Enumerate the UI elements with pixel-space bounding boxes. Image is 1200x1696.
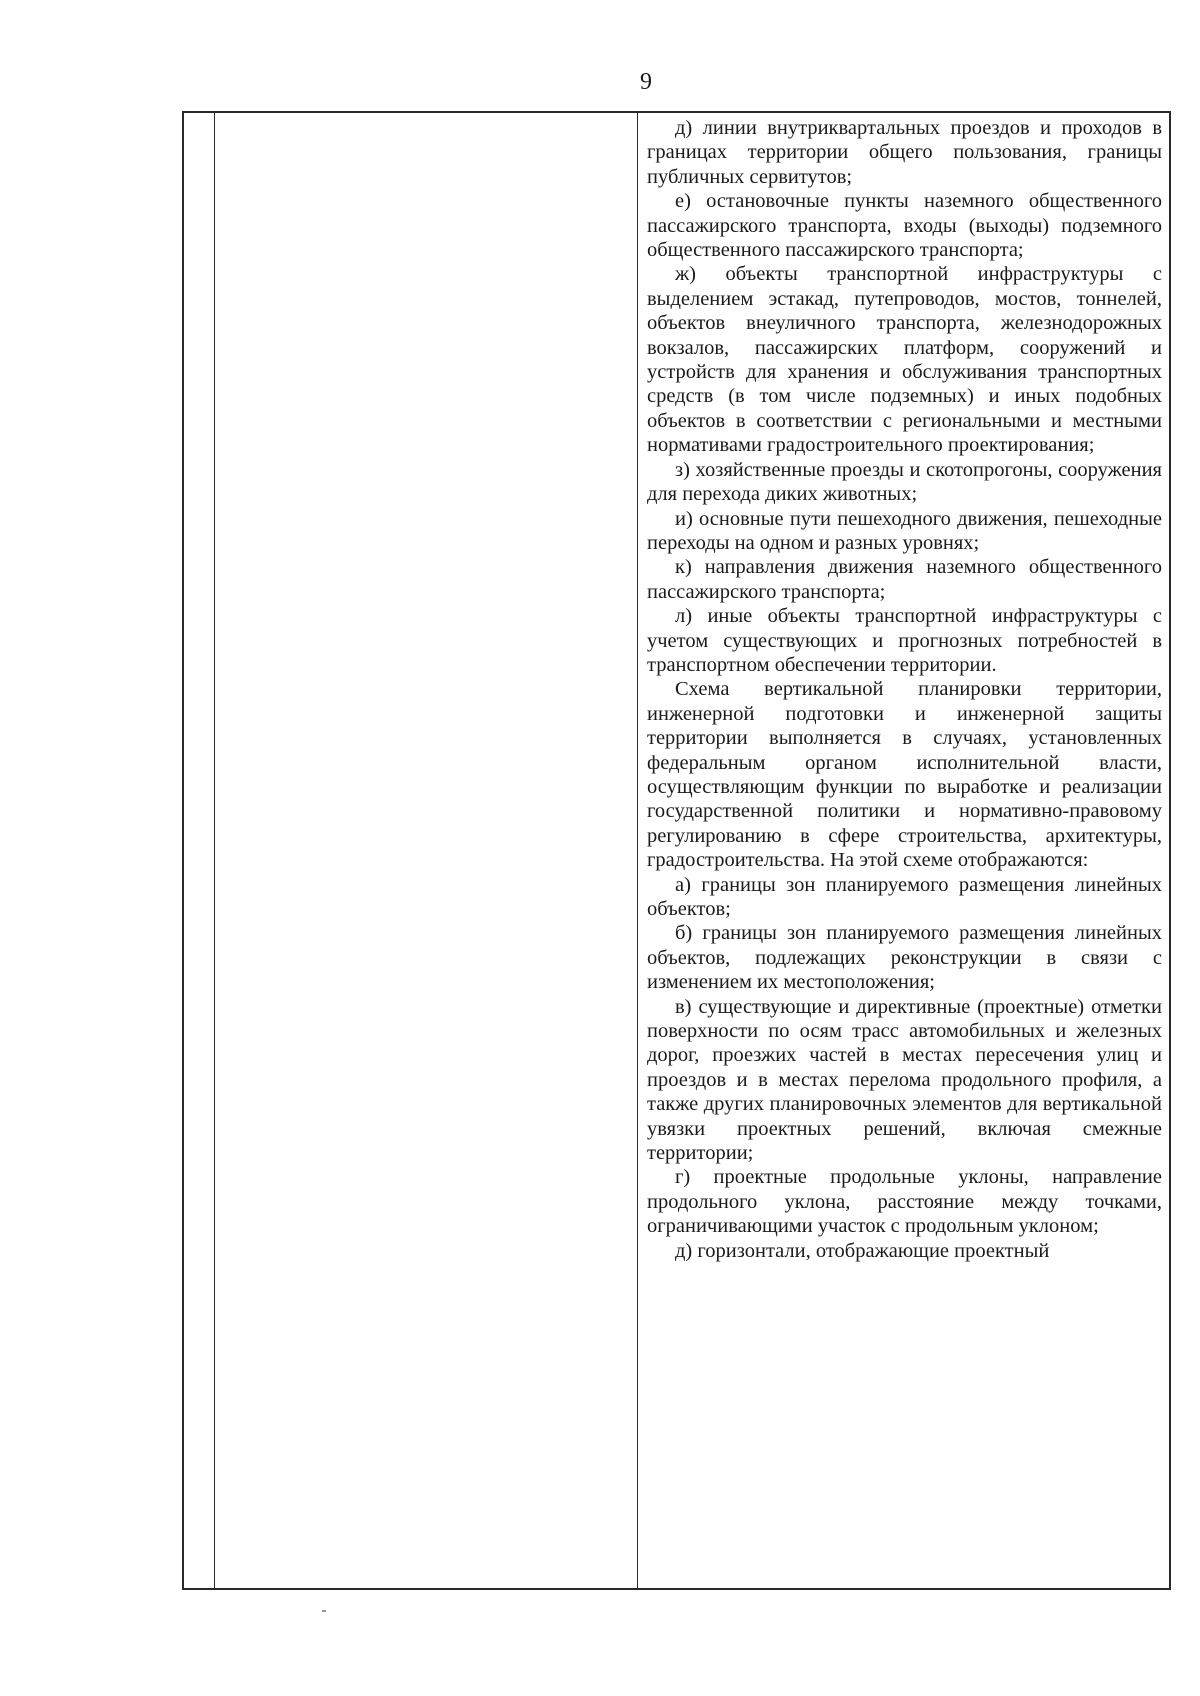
- page-number: 9: [640, 69, 652, 95]
- paragraph-item-v: в) существующие и директивные (проектные) отметки поверхности по осям трасс автомобильных и железных дорог, проезжих частей в местах пересечения улиц и проездов и в местах перелома продольного профиля, а также других планировочных элементов для вертикальной увязки проектных решений, включая смежные территории;: [647, 995, 1162, 1165]
- paragraph-item-b: б) границы зон планируемого размещения линейных объектов, подлежащих реконструкции в связи с изменением их местоположения;: [647, 922, 1162, 994]
- paragraph-item-d-continued: д) горизонтали, отображающие проектный: [675, 1239, 1050, 1262]
- paragraph-item-i: и) основные пути пешеходного движения, пешеходные переходы на одном и разных уровнях;: [647, 507, 1162, 554]
- paragraph-item-zh: ж) объекты транспортной инфраструктуры с выделением эстакад, путепроводов, мостов, тоннелей, объектов внеуличного транспорта, железнодорожных вокзалов, пассажирских платформ, сооружений и устройств для хранения и обслуживания транспортных средств (в том числе подземных) и иных подобных объектов в соответствии с региональными и местными нормативами градостроительного проектирования;: [647, 263, 1162, 457]
- paragraph-item-l: л) иные объекты транспортной инфраструктуры с учетом существующих и прогнозных потребностей в транспортном обеспечении территории.: [647, 605, 1162, 676]
- scan-speck: [322, 1610, 326, 1612]
- column-divider: [214, 113, 215, 1588]
- paragraph-item-e: е) остановочные пункты наземного общественного пассажирского транспорта, входы (выходы) подземного общественного пассажирского транспорта;: [647, 190, 1162, 262]
- paragraph-item-d: д) линии внутриквартальных проездов и проходов в границах территории общего пользования, границы публичных сервитутов;: [647, 117, 1162, 188]
- paragraph-item-g: г) проектные продольные уклоны, направление продольного уклона, расстояние между точками, ограничивающими участок с продольным уклоном;: [647, 1166, 1162, 1238]
- column-divider: [637, 113, 638, 1588]
- paragraph-item-k: к) направления движения наземного общественного пассажирского транспорта;: [647, 556, 1162, 603]
- paragraph-vertical-planning: Схема вертикальной планировки территории, инженерной подготовки и инженерной защиты территории выполняется в случаях, установленных федеральным органом исполнительной власти, осуществляющим функции по выработке и реализации государственной политики и нормативно-правовому регулированию в сфере строительства, архитектуры, градостроительства. На этой схеме отображаются:: [647, 678, 1162, 872]
- table-cell-name: [215, 113, 637, 1588]
- table-cell-content: [647, 116, 1162, 1263]
- paragraph-item-a: а) границы зон планируемого размещения линейных объектов;: [647, 873, 1162, 920]
- paragraph-item-z: з) хозяйственные проезды и скотопрогоны, сооружения для перехода диких животных;: [647, 458, 1162, 506]
- table-cell-number: [184, 113, 214, 1588]
- document-table: [182, 111, 1171, 1590]
